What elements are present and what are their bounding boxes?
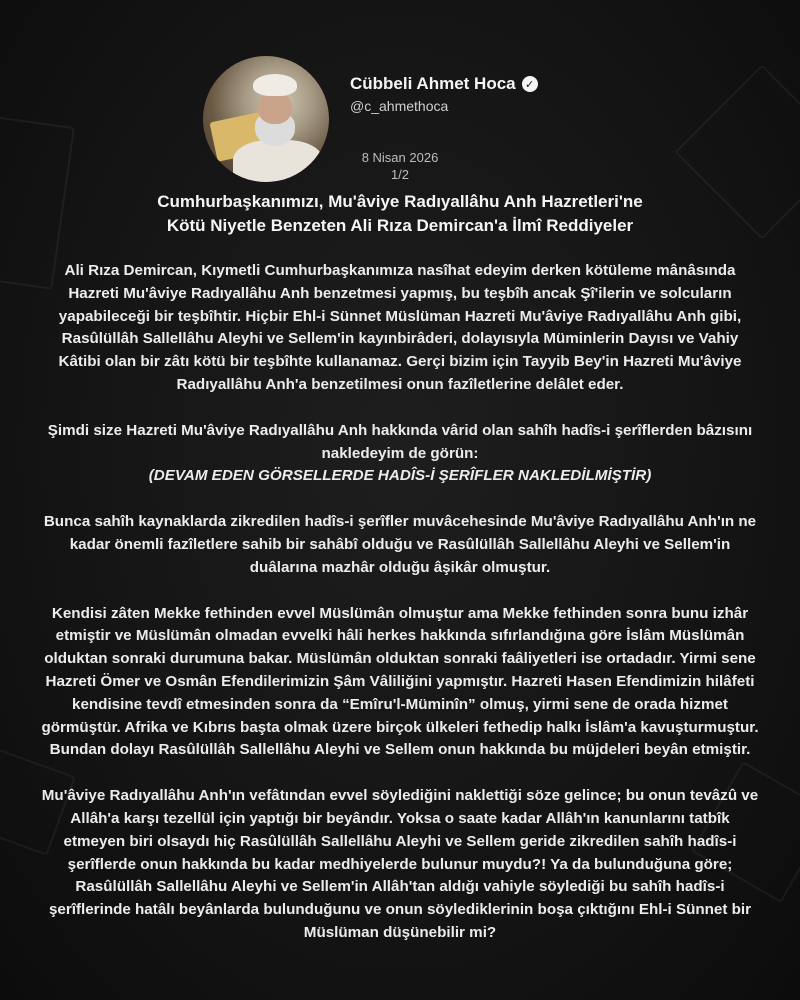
post-body [40,260,760,968]
title-line-2: Kötü Niyetle Benzeten Ali Rıza Demircan'a İlmî Reddiyeler [166,216,634,235]
paragraph: Şimdi size Hazreti Mu'âviye Radıyallâhu Anh hakkında vârid olan sahîh hadîs-i şerîflerden bâzısını nakledeyim de görün: [47,421,753,462]
paragraph: Bunca sahîh kaynaklarda zikredilen hadîs-i şerîfler muvâcehesinde Mu'âviye Radıyallâhu Anh'ın ne kadar önemli fazîletlere sahib bir sahâbî olduğu ve Rasûlüllâh Sallellâhu Aleyhi ve Sellem'in duâlarına mazhâr olduğu âşikâr olmuştur. [43,513,757,576]
paragraph: Kendisi zâten Mekke fethinden evvel Müslümân olmuştur ama Mekke fethinden sonra bunu izhâr etmiştir ve Müslümân olmadan evvelki hâli herkes hakkında sıfırlandığına göre İslâm Müslümân olduktan sonraki durumuna bakar. Müslümân olduktan sonraki faâliyetleri ise ortadadır. Yirmi sene Hazreti Ömer ve Osmân Efendilerimizin Şâm Vâliliğini yapmıştır. Hazreti Hasen Efendimizin hilâfeti kendisine tevdî etmesinden sonra da “Emîru'l-Müminîn” olmuş, yirmi sene de orada hizmet görmüştür. Afrika ve Kıbrıs başta olmak üzere birçok ülkeleri fethedip halkı İslâm'a kavuşturmuştur. Bundan dolayı Rasûlüllâh Sallellâhu Aleyhi ve Sellem onun hakkında bu müjdeleri beyân etmiştir. [41,604,759,759]
title-line-1: Cumhurbaşkanımızı, Mu'âviye Radıyallâhu Anh Hazretleri'ne [157,192,643,211]
post-date: 8 Nisan 2026 [361,150,439,165]
page-indicator: 1/2 [390,167,410,182]
profile-name-row[interactable] [350,74,538,94]
profile-name: Cübbeli Ahmet Hoca [350,74,516,93]
paragraph: Ali Rıza Demircan, Kıymetli Cumhurbaşkanımıza nasîhat edeyim derken kötüleme mânâsında Hazreti Mu'âviye Radıyallâhu Anh benzetmesi yapmış, bu teşbîh ancak Şî'ilerin ve solcuların yapabileceği bir teşbîhtir. Hiçbir Ehl-i Sünnet Müslüman Hazreti Mu'âviye Radıyallâhu Anh gibi, Rasûlüllâh Sallellâhu Aleyhi ve Sellem'in kayınbirâderi, dolayısıyla Müminlerin Dayısı ve Vahiy Kâtibi olan bir zâtı kötü bir teşbîhte kullanamaz. Gerçi bizim için Tayyib Bey'in Hazreti Mu'âviye Radıyallâhu Anh'a benzetilmesi onun fazîletlerine delâlet eder. [58,262,742,393]
paragraph: Mu'âviye Radıyallâhu Anh'ın vefâtından evvel söylediğini naklettiği söze gelince; bu onun tevâzû ve Allâh'a karşı tezellül için yaptığı bir beyândır. Yoksa o saate kadar Allâh'ın kanunlarını tatbîk etmeyen biri olsaydı hiç Rasûlüllâh Sallellâhu Aleyhi ve Sellem geride zikredilen sahîh hadîs-i şerîflerde onun hakkında bu kadar medhiyelerde bulunur muydu?! Ya da bulunduğuna göre; Rasûlüllâh Sallellâhu Aleyhi ve Sellem'in Allâh'tan aldığı vahiyle söylediği bu sahîh hadîs-i şerîflerinde hatâlı beyânlarda bulunduğunu ve onun söylediklerinin boşa çıktığını Ehl-i Sünnet bir Müslüman düşünebilir mi? [41,787,759,941]
post-title [0,190,800,238]
paragraph-with-note [40,420,760,488]
profile-handle[interactable]: @c_ahmethoca [350,98,449,114]
post-meta [0,149,800,183]
verified-check-icon: ✓ [522,76,538,92]
continuation-note: (DEVAM EDEN GÖRSELLERDE HADÎS-İ ŞERÎFLER NAKLEDİLMİŞTİR) [148,467,652,485]
